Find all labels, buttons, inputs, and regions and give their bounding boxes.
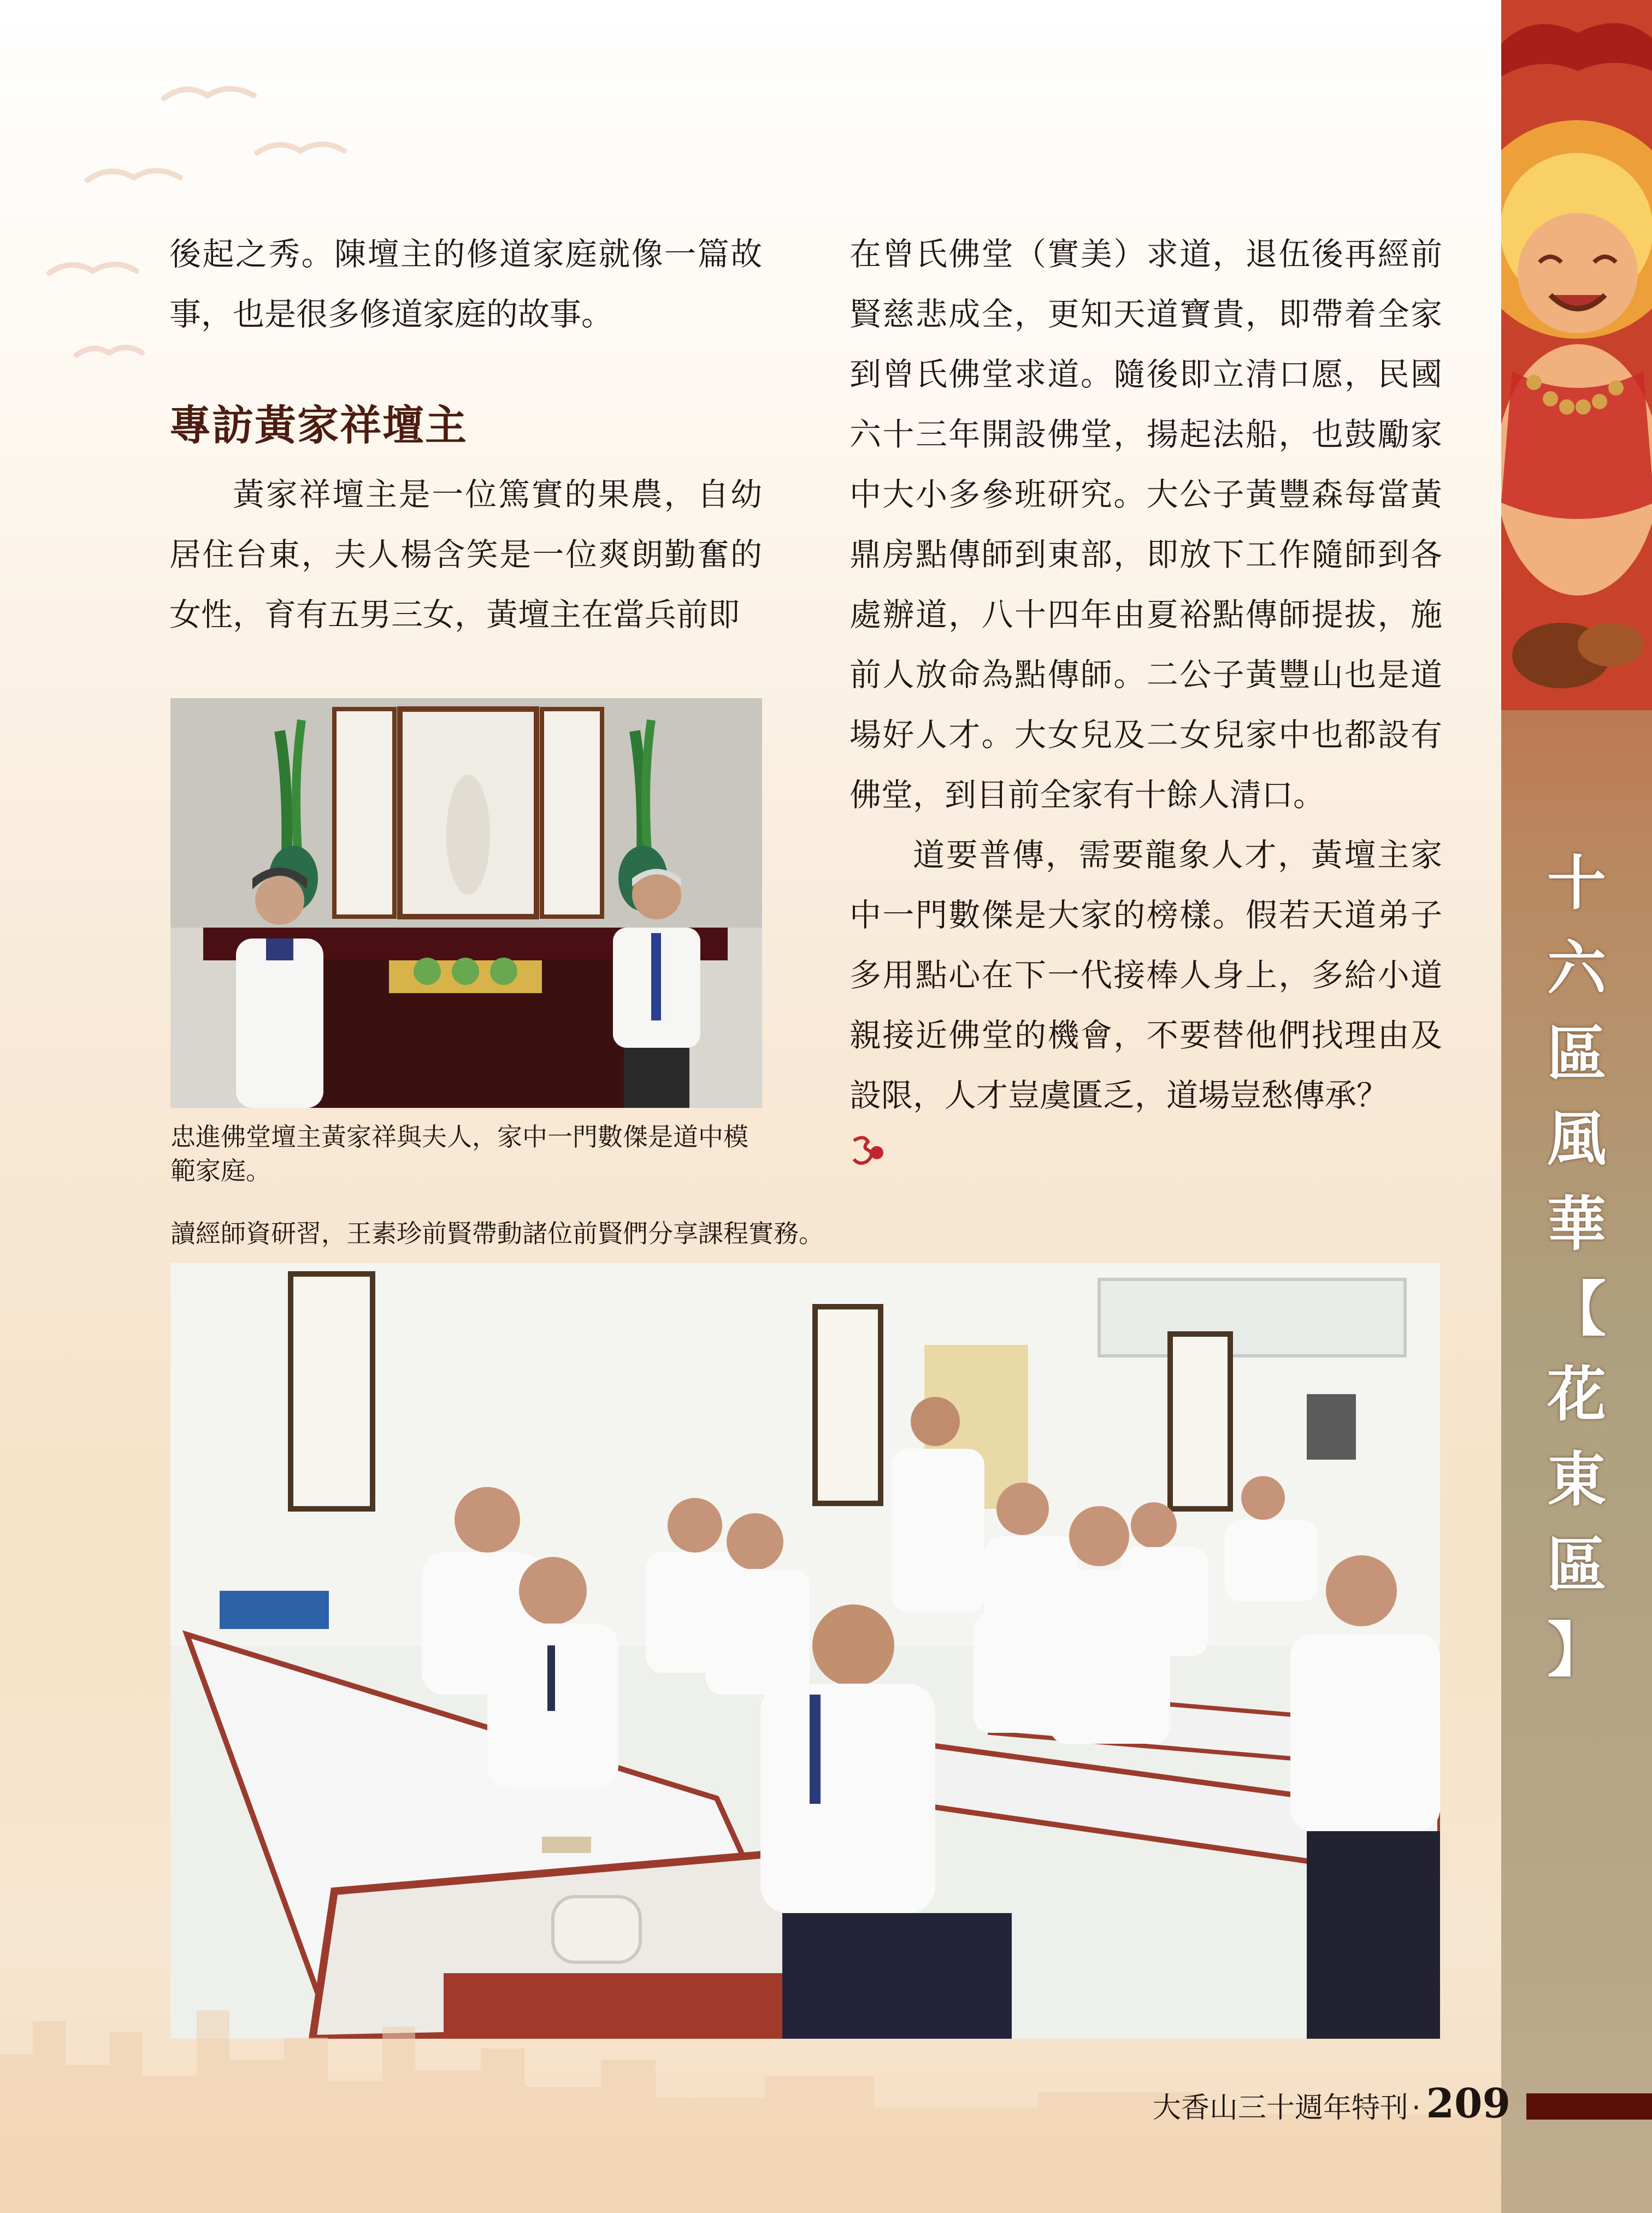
- sidebar-title-char: 東: [1547, 1446, 1606, 1514]
- sidebar-title-char: 區: [1547, 1020, 1606, 1088]
- decorative-birds: [0, 0, 492, 437]
- page-footer: [1153, 2080, 1511, 2131]
- paragraph-conclusion: 道要普傳，需要龍象人才，黃壇主家中一門數傑是大家的榜樣。假若天道弟子多用點心在下一代接棒人身上，多給小道親接近佛堂的機會，不要替他們找理由及設限，人才豈虞匱乏，道場豈愁傳承？: [849, 836, 1442, 1114]
- sidebar-title-char: 【: [1547, 1276, 1606, 1344]
- right-column: [849, 224, 1442, 1125]
- photo1-caption: 忠進佛堂壇主黃家祥與夫人，家中一門數傑是道中模範家庭。: [170, 1122, 748, 1185]
- page-number: 209: [1426, 2080, 1511, 2127]
- sidebar-title-char: 十: [1547, 849, 1606, 918]
- sidebar-title-char: 華: [1547, 1190, 1606, 1259]
- photo2-caption: 讀經師資研習，王素珍前賢帶動諸位前賢們分享課程實務。: [170, 1219, 824, 1248]
- footer-separator: ·: [1412, 2092, 1421, 2125]
- sidebar-title-char: 】: [1547, 1616, 1606, 1685]
- sidebar-title-char: 六: [1547, 935, 1606, 1003]
- footer-accent-bar: [1526, 2093, 1652, 2120]
- left-column-lower: [169, 464, 762, 645]
- classroom-photo: [170, 1263, 1440, 2039]
- end-mark-icon: [849, 1131, 888, 1169]
- magazine-title: 大香山三十週年特刊: [1153, 2092, 1409, 2125]
- laughing-buddha-illustration: [1501, 0, 1652, 710]
- paragraph-huang-intro: 黃家祥壇主是一位篤實的果農，自幼居住台東，夫人楊含笑是一位爽朗勤奮的女性，育有五男三女，黃壇主在當兵前即: [169, 476, 762, 633]
- sidebar-title-char: 風: [1547, 1105, 1606, 1173]
- sidebar-title-char: 花: [1547, 1361, 1606, 1429]
- section-heading: 專訪黃家祥壇主: [169, 401, 468, 450]
- sidebar-title-char: 區: [1547, 1531, 1606, 1600]
- sidebar-vertical-title: [1501, 841, 1652, 1693]
- altar-couple-photo: [170, 698, 762, 1108]
- left-column: [169, 224, 762, 344]
- paragraph-intro: 後起之秀。陳壇主的修道家庭就像一篇故事，也是很多修道家庭的故事。: [169, 235, 762, 333]
- paragraph-family-history: 在曾氏佛堂（實美）求道，退伍後再經前賢慈悲成全，更知天道寶貴，即帶着全家到曾氏佛堂求道。隨後即立清口愿，民國六十三年開設佛堂，揚起法船，也鼓勵家中大小多參班研究。大公子黃豐森每當黃鼎房點傳師到東部，即放下工作隨師到各處辦道，八十四年由夏裕點傳師提拔，施前人放命為點傳師。二公子黃豐山也是道場好人才。大女兒及二女兒家中也都設有佛堂，到目前全家有十餘人清口。: [849, 235, 1442, 813]
